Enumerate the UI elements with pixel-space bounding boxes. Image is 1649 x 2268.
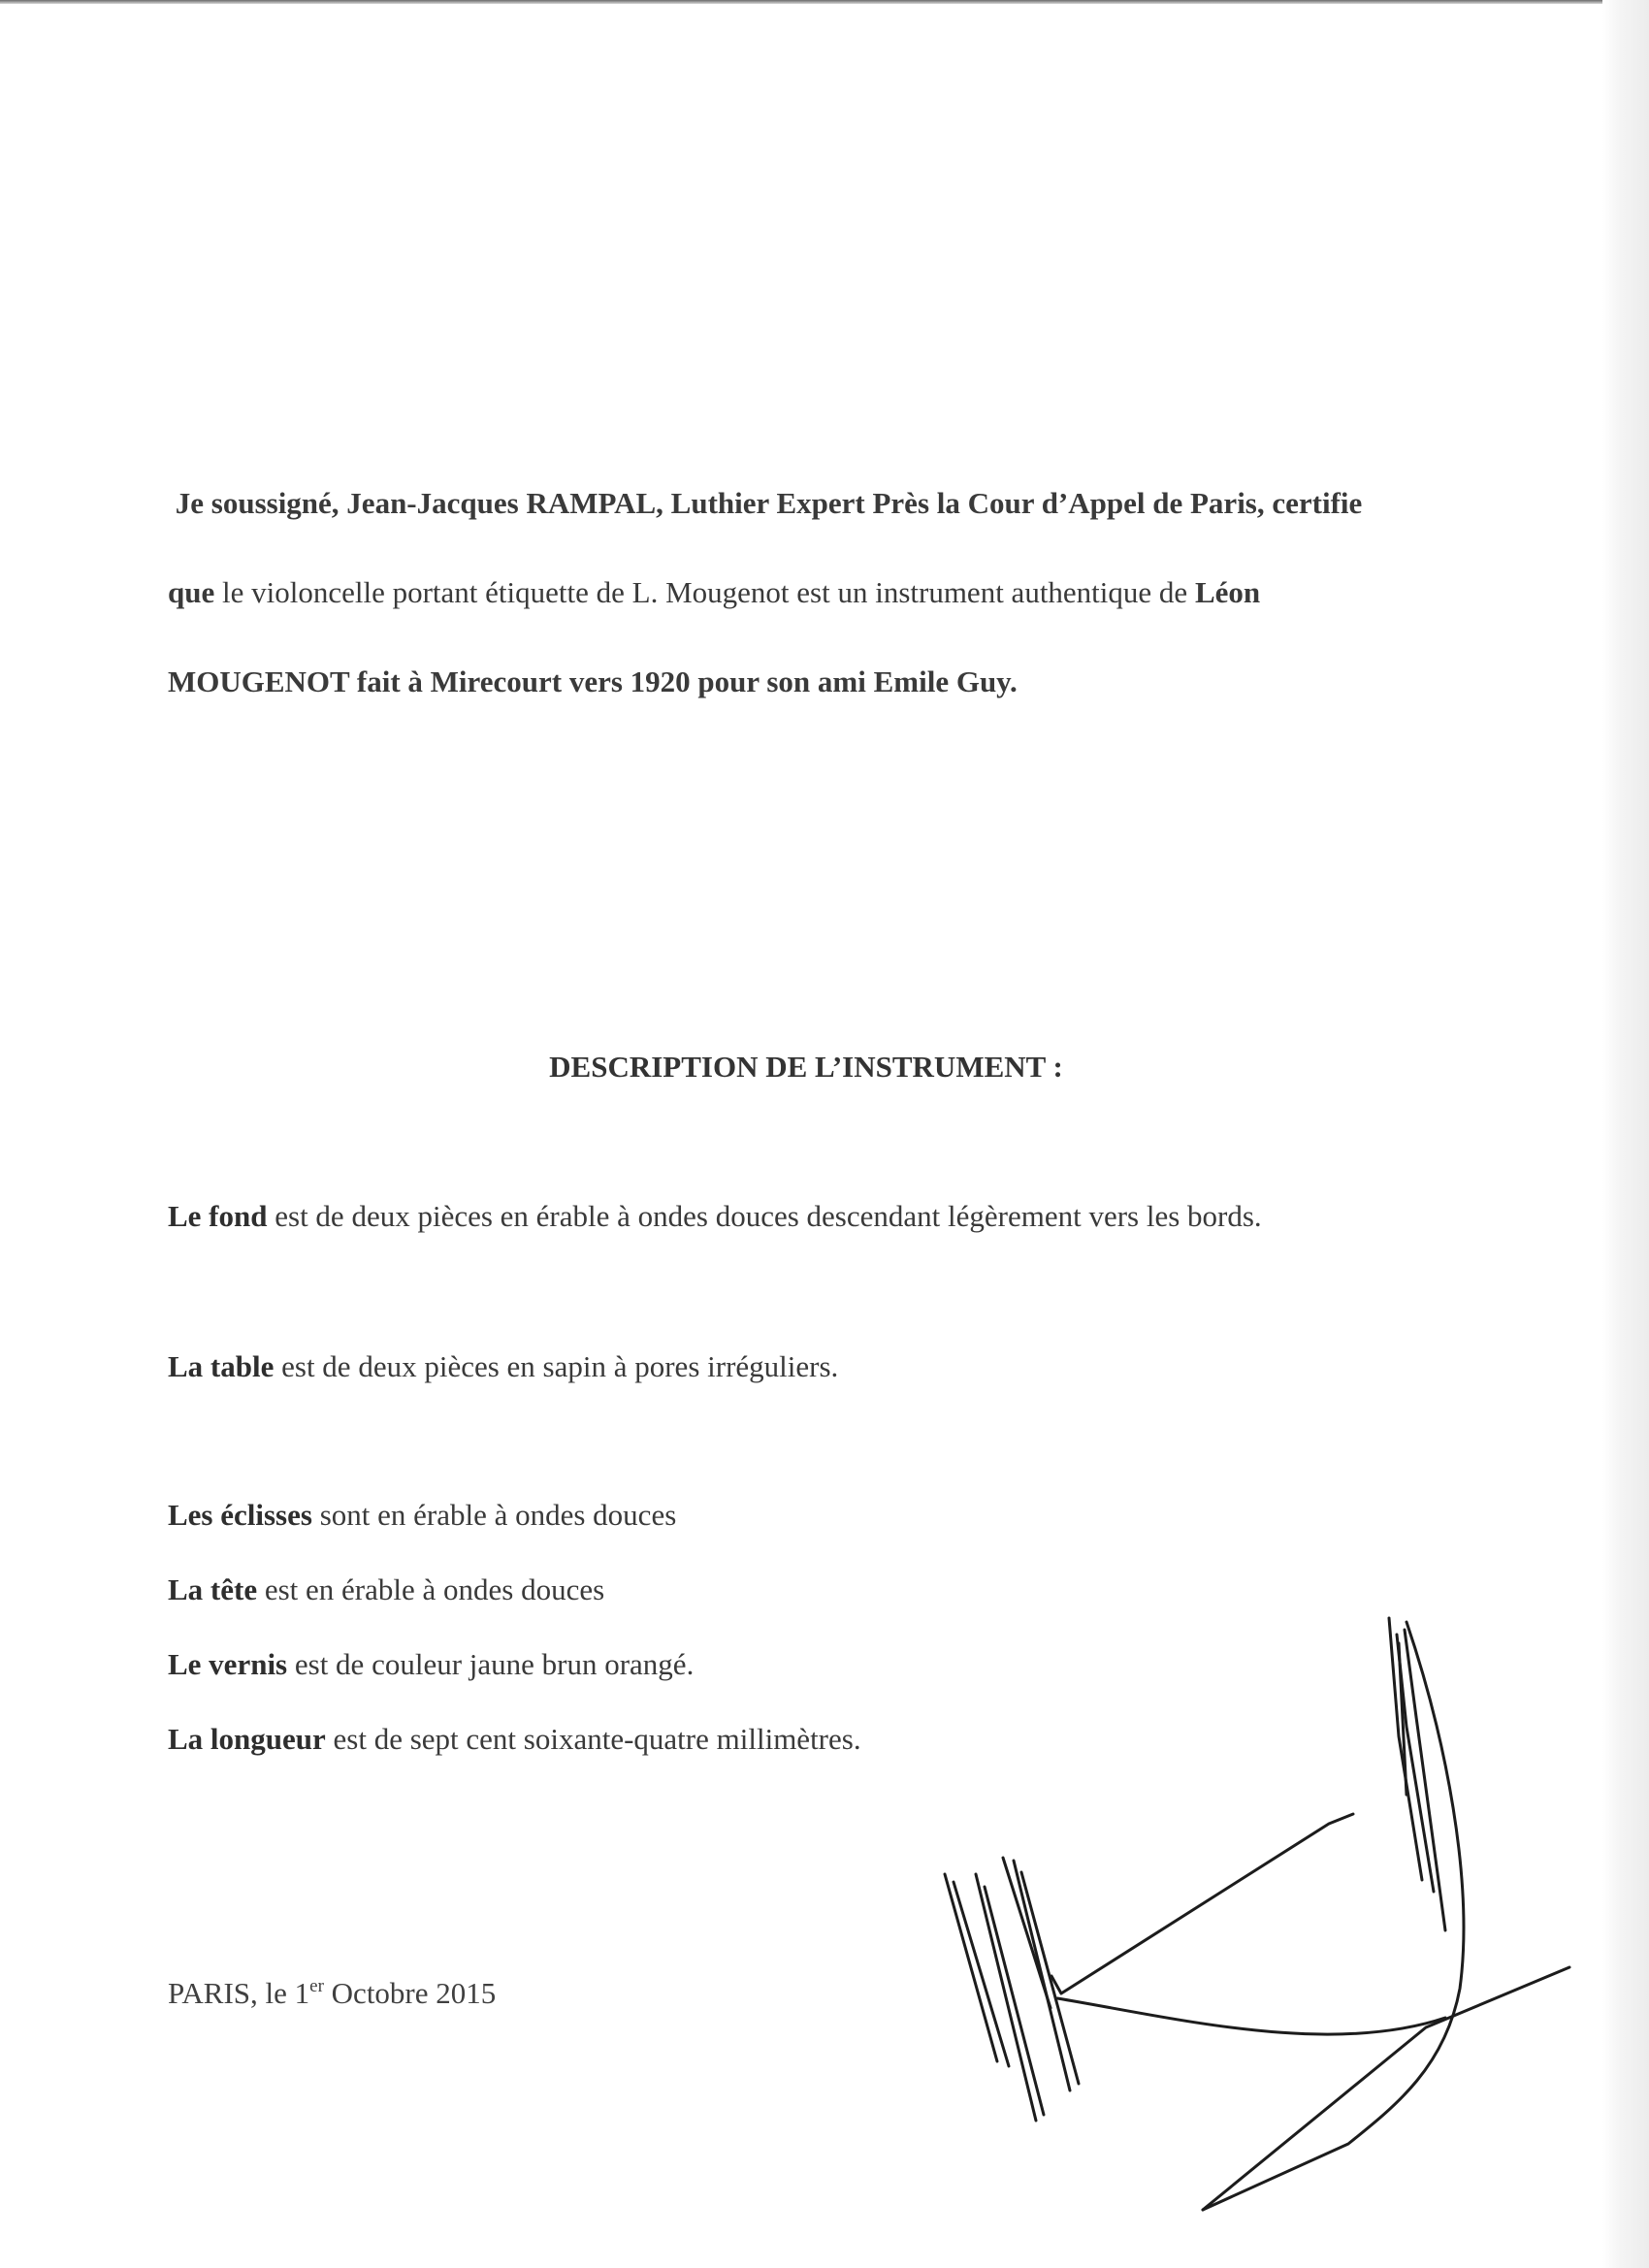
description-item-text: est de couleur jaune brun orangé. [287,1647,695,1681]
intro-line-1-bold: Je soussigné, Jean-Jacques RAMPAL, Luthier Expert Près la Cour d’Appel de Paris, certifie [175,486,1363,520]
description-item [168,1721,861,1757]
place-date-prefix: PARIS, le 1 [168,1976,310,2010]
description-item-text: est de deux pièces en sapin à pores irréguliers. [274,1349,839,1383]
description-item [168,1497,676,1533]
description-item-text: est de deux pièces en érable à ondes douces descendant légèrement vers les bords. [267,1199,1262,1233]
place-date-suffix: Octobre 2015 [323,1976,497,2010]
intro-line-2-text: le violoncelle portant étiquette de L. Mougenot est un instrument authentique de [214,575,1195,609]
description-item-label: La table [168,1349,275,1383]
intro-line-2-bold-end: Léon [1194,575,1261,609]
signature-stroke [1051,1814,1353,1993]
description-heading [0,1050,1649,1085]
description-item [168,1571,604,1607]
description-item-label: La tête [168,1572,258,1606]
description-item [168,1646,694,1682]
description-item-label: Le vernis [168,1647,288,1681]
handwritten-signature-icon [922,1601,1600,2221]
place-date [168,1975,496,2011]
description-heading-text: DESCRIPTION DE L’INSTRUMENT : [549,1050,1063,1084]
description-item-text: est en érable à ondes douces [257,1572,605,1606]
description-item-text: est de sept cent soixante-quatre millimètres. [325,1722,861,1756]
description-item-text: sont en érable à ondes douces [311,1498,677,1532]
intro-line-1 [168,459,1468,548]
signature-stroke [1203,1967,1569,2210]
intro-line-3 [168,637,1468,727]
intro-line-2 [168,548,1468,637]
certification-paragraph [168,459,1468,727]
signature-stroke [1021,1872,1079,2084]
intro-line-2-bold: que [168,575,215,609]
place-date-sup: er [309,1976,324,1996]
signature-stroke [1014,1861,1070,2090]
description-item-label: La longueur [168,1722,326,1756]
scan-top-edge [0,0,1649,4]
description-item [168,1198,1262,1234]
description-item-label: Le fond [168,1199,268,1233]
description-item-label: Les éclisses [168,1498,312,1532]
intro-line-3-bold: MOUGENOT fait à Mirecourt vers 1920 pour son ami Emile Guy. [168,664,1018,698]
description-item [168,1348,838,1384]
signature-stroke [1203,1622,1464,2210]
signature-stroke [1057,1998,1445,2034]
signature-stroke [1405,1630,1445,1930]
scan-right-edge [1602,0,1649,2268]
